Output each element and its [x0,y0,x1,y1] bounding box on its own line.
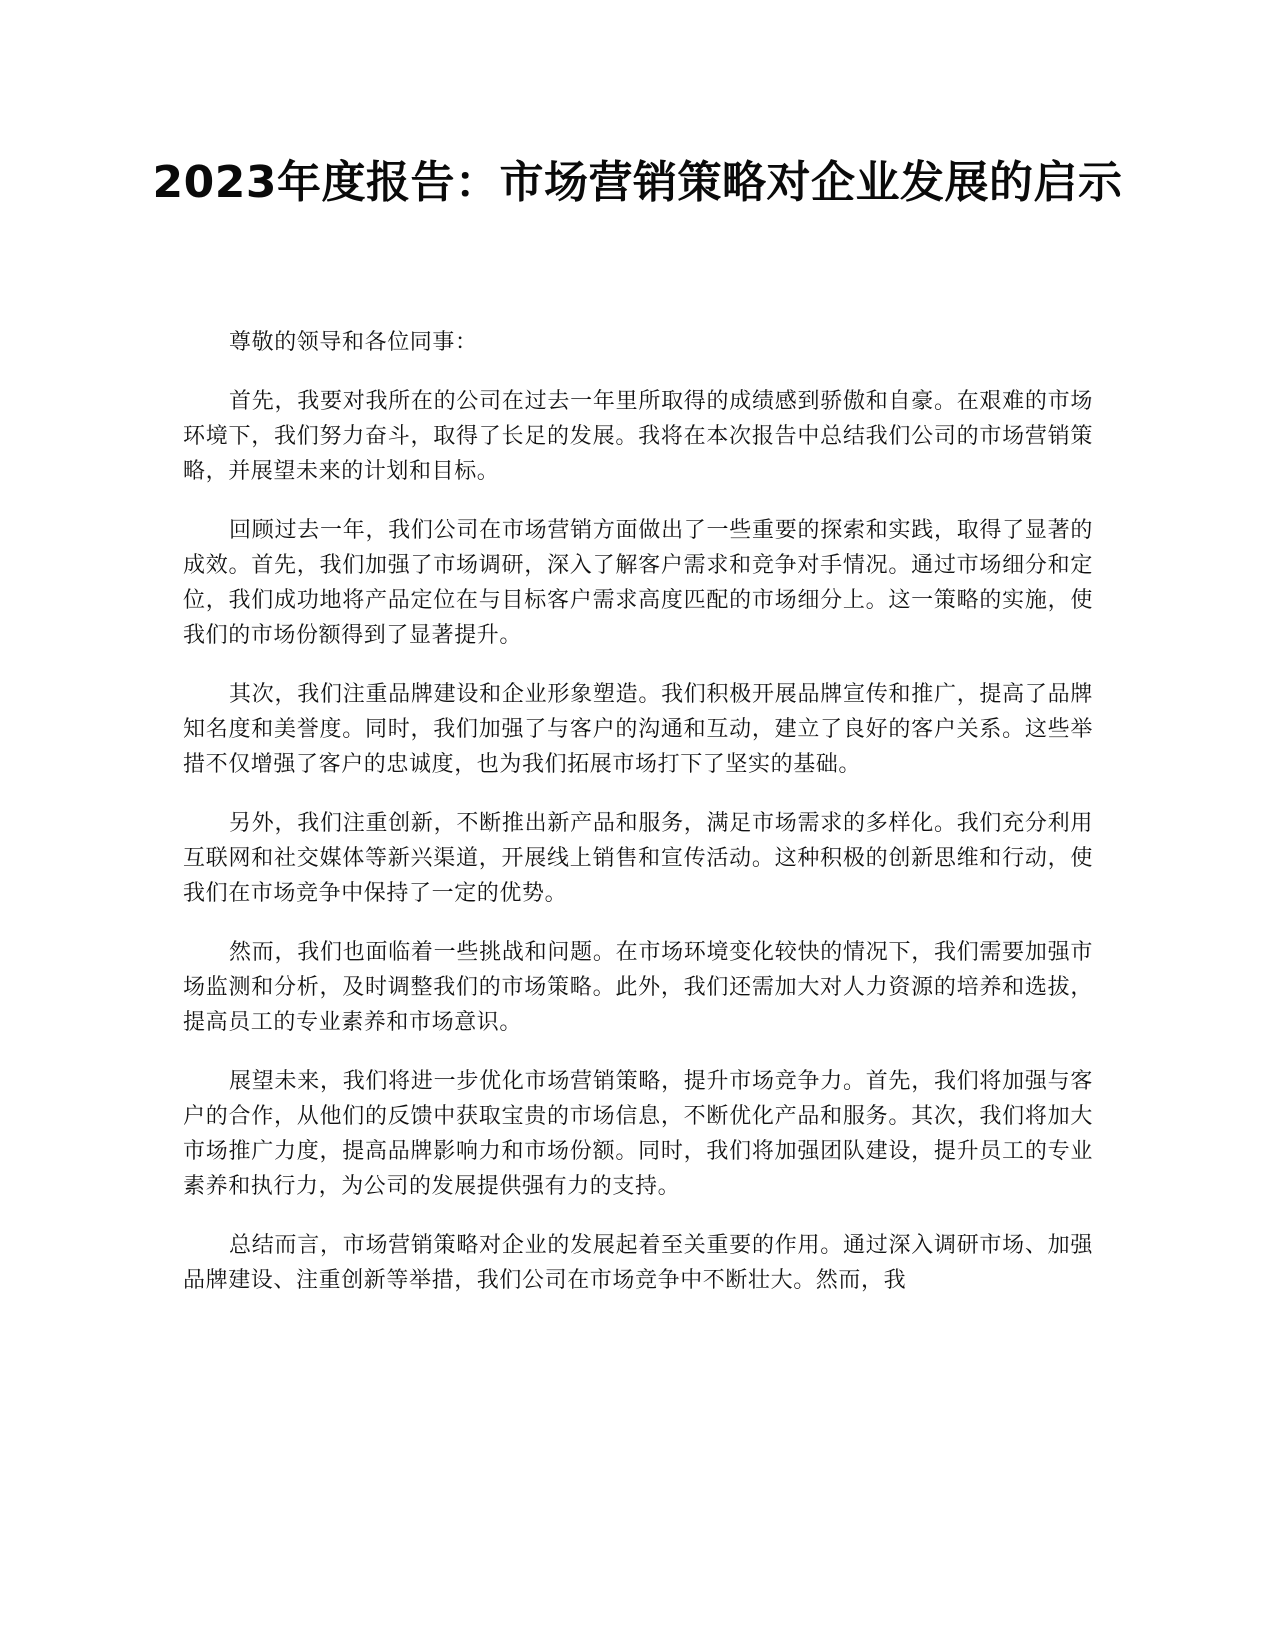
paragraph-7: 总结而言，市场营销策略对企业的发展起着至关重要的作用。通过深入调研市场、加强品牌建设、注重创新等举措，我们公司在市场竞争中不断壮大。然而，我 [183,1233,1093,1293]
salutation: 尊敬的领导和各位同事： [229,330,478,355]
paragraph-3: 其次，我们注重品牌建设和企业形象塑造。我们积极开展品牌宣传和推广，提高了品牌知名度和美誉度。同时，我们加强了与客户的沟通和互动，建立了良好的客户关系。这些举措不仅增强了客户的忠诚度，也为我们拓展市场打下了坚实的基础。 [183,682,1093,777]
paragraph-2: 回顾过去一年，我们公司在市场营销方面做出了一些重要的探索和实践，取得了显著的成效。首先，我们加强了市场调研，深入了解客户需求和竞争对手情况。通过市场细分和定位，我们成功地将产品定位在与目标客户需求高度匹配的市场细分上。这一策略的实施，使我们的市场份额得到了显著提升。 [183,518,1093,648]
paragraph-1: 首先，我要对我所在的公司在过去一年里所取得的成绩感到骄傲和自豪。在艰难的市场环境下，我们努力奋斗，取得了长足的发展。我将在本次报告中总结我们公司的市场营销策略，并展望未来的计划和目标。 [183,389,1093,484]
paragraph-5: 然而，我们也面临着一些挑战和问题。在市场环境变化较快的情况下，我们需要加强市场监测和分析，及时调整我们的市场策略。此外，我们还需加大对人力资源的培养和选拔，提高员工的专业素养和市场意识。 [183,940,1093,1035]
document-title: 2023年度报告：市场营销策略对企业发展的启示 [152,157,1123,208]
document-body [183,325,1093,1322]
paragraph-6: 展望未来，我们将进一步优化市场营销策略，提升市场竞争力。首先，我们将加强与客户的合作，从他们的反馈中获取宝贵的市场信息，不断优化产品和服务。其次，我们将加大市场推广力度，提高品牌影响力和市场份额。同时，我们将加强团队建设，提升员工的专业素养和执行力，为公司的发展提供强有力的支持。 [183,1069,1093,1199]
paragraph-4: 另外，我们注重创新，不断推出新产品和服务，满足市场需求的多样化。我们充分利用互联网和社交媒体等新兴渠道，开展线上销售和宣传活动。这种积极的创新思维和行动，使我们在市场竞争中保持了一定的优势。 [183,811,1093,906]
